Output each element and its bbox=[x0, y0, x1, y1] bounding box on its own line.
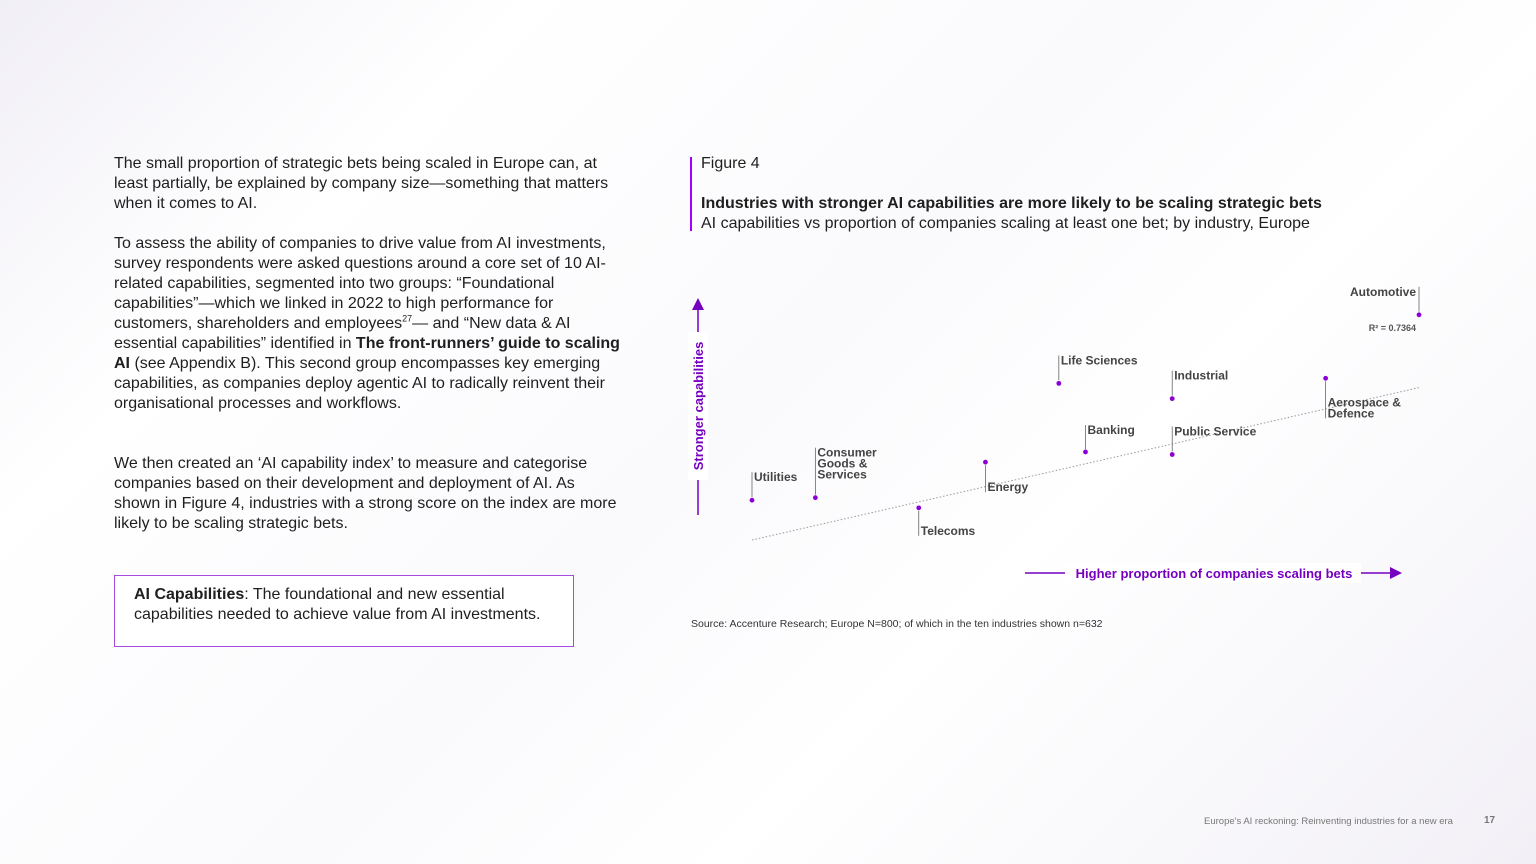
body-paragraph-2 bbox=[114, 234, 624, 414]
report-title-link[interactable]: The front-runners’ guide to scaling AI bbox=[114, 335, 620, 372]
point-label-banking: Banking bbox=[1087, 422, 1135, 437]
body-paragraph-2-text-c: (see Appendix B). This second group encompasses key emerging capabilities, as companies deploy agentic AI to radically reinvent their organisational processes and workflows. bbox=[114, 355, 605, 412]
data-point-industrial[interactable] bbox=[1170, 396, 1175, 401]
scatter-chart bbox=[680, 260, 1440, 590]
definition-callout bbox=[114, 575, 574, 647]
data-point-utilities[interactable] bbox=[750, 498, 755, 503]
point-group-consumer-goods-services bbox=[813, 446, 877, 500]
data-point-telecoms[interactable] bbox=[916, 505, 921, 510]
y-axis-label: Stronger capabilities bbox=[691, 341, 706, 471]
footer-title: Europe's AI reckoning: Reinventing industries for a new era bbox=[1204, 816, 1453, 827]
point-group-utilities bbox=[750, 470, 798, 502]
point-label-automotive: Automotive bbox=[1350, 284, 1416, 299]
data-point-consumer-goods-services[interactable] bbox=[813, 495, 818, 500]
point-label-life-sciences: Life Sciences bbox=[1060, 353, 1138, 368]
footnote-ref[interactable]: 27 bbox=[402, 313, 413, 324]
point-label-energy: Energy bbox=[987, 480, 1029, 495]
data-point-banking[interactable] bbox=[1083, 450, 1088, 455]
point-label-aerospace-defence: Aerospace & Defence bbox=[1327, 395, 1401, 421]
body-paragraph-2-text-a: To assess the ability of companies to drive value from AI investments, survey respondents were asked questions around a core set of 10 AI-related capabilities, segmented into two groups: “Foundational capabilities”—which we linked in 2022 to high performance for customers, shareholders and employees bbox=[114, 235, 606, 332]
point-label-telecoms: Telecoms bbox=[920, 523, 976, 538]
callout-text: : The foundational and new essential capabilities needed to achieve value from AI investments. bbox=[134, 586, 541, 623]
point-label-utilities: Utilities bbox=[754, 470, 798, 485]
r-squared-label: R² = 0.7364 bbox=[1368, 323, 1416, 333]
point-group-aerospace-defence bbox=[1323, 376, 1401, 420]
point-group-automotive bbox=[1350, 285, 1421, 317]
point-group-banking bbox=[1083, 423, 1135, 454]
body-paragraph-3: We then created an ‘AI capability index’ to measure and categorise companies based on their development and deployment of AI. As shown in Figure 4, industries with a strong score on the index are more likely to be scaling strategic bets. bbox=[114, 455, 617, 532]
figure-source: Source: Accenture Research; Europe N=800; of which in the ten industries shown n=632 bbox=[691, 618, 1103, 630]
point-group-public-service bbox=[1170, 425, 1257, 457]
point-label-consumer-goods-services: Consumer Goods & Services bbox=[817, 445, 877, 482]
figure-subtitle: AI capabilities vs proportion of companies scaling at least one bet; by industry, Europe bbox=[701, 215, 1310, 232]
body-paragraph-2-text-b: — and “New data & AI essential capabilities” identified in bbox=[114, 315, 571, 352]
figure-label: Figure 4 bbox=[701, 155, 760, 172]
point-label-industrial: Industrial bbox=[1174, 368, 1229, 383]
figure-title: Industries with stronger AI capabilities are more likely to be scaling strategic bets bbox=[701, 195, 1322, 212]
points-layer bbox=[750, 285, 1422, 538]
data-point-automotive[interactable] bbox=[1417, 312, 1422, 317]
data-point-life-sciences[interactable] bbox=[1056, 381, 1061, 386]
point-group-energy bbox=[983, 460, 1028, 494]
data-point-energy[interactable] bbox=[983, 460, 988, 465]
page-number: 17 bbox=[1484, 815, 1496, 826]
callout-term: AI Capabilities bbox=[134, 586, 245, 603]
point-group-life-sciences bbox=[1056, 353, 1137, 385]
point-group-industrial bbox=[1170, 369, 1228, 401]
data-point-public-service[interactable] bbox=[1170, 452, 1175, 457]
figure-accent-bar bbox=[690, 157, 692, 231]
x-axis-label: Higher proportion of companies scaling bets bbox=[1075, 566, 1353, 581]
point-group-telecoms bbox=[916, 505, 975, 537]
data-point-aerospace-defence[interactable] bbox=[1323, 376, 1328, 381]
point-label-public-service: Public Service bbox=[1174, 424, 1257, 439]
body-paragraph-1: The small proportion of strategic bets being scaled in Europe can, at least partially, be explained by company size—something that matters when it comes to AI. bbox=[114, 155, 609, 212]
